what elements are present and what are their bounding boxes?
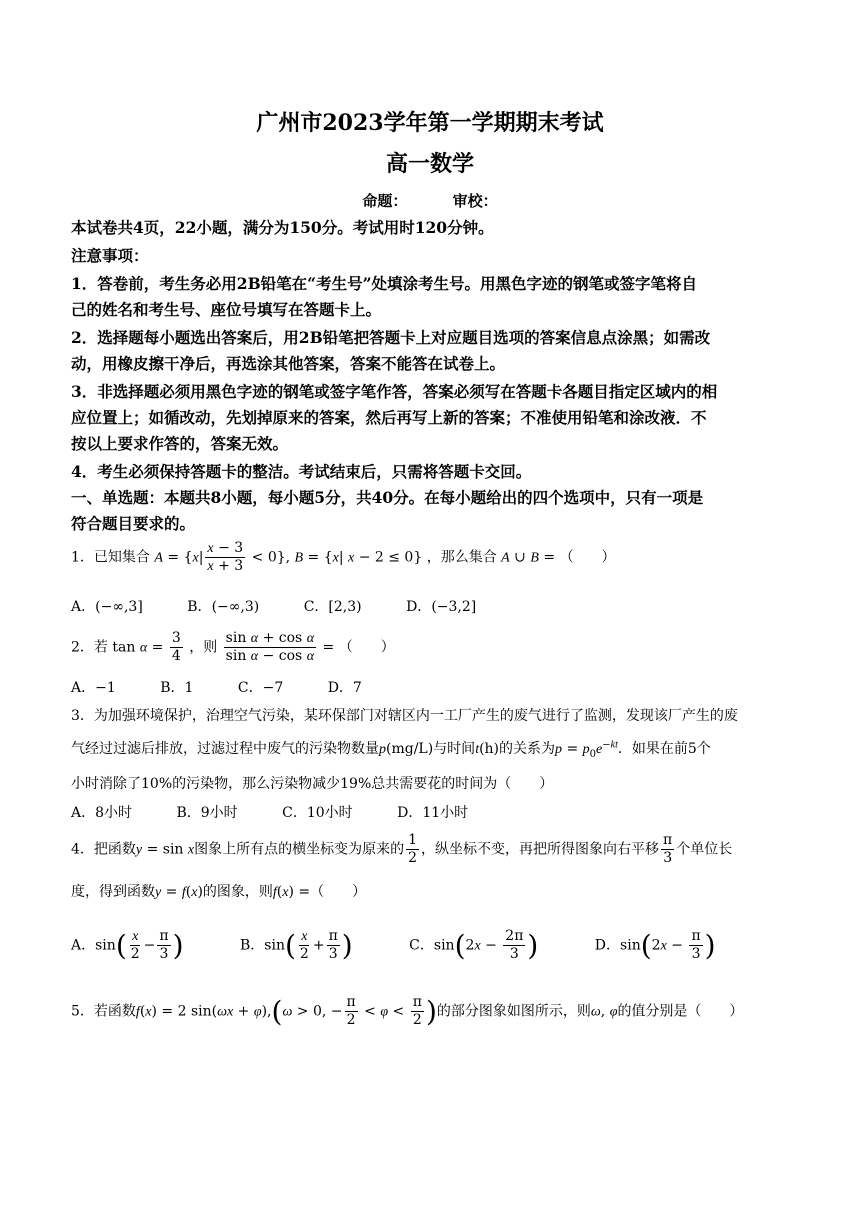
option-a: A．8小时 [71, 805, 133, 821]
question-4-line-2: 度，得到函数y = f(x)的图象，则f(x) =（ ） [71, 884, 367, 900]
option-d: D．(−3,2] [406, 599, 477, 615]
note-3c: 按以上要求作答的，答案无效。 [71, 434, 289, 453]
question-1-options [71, 596, 516, 616]
question-3-line-3: 小时消除了10%的污染物，那么污染物减少19%总共需要花的时间为（ ） [71, 776, 554, 792]
option-d: D．11小时 [397, 805, 469, 821]
reviewer-label: 审校： [452, 192, 498, 210]
option-a: A．(−∞,3] [71, 599, 143, 615]
question-2: 2．若 tan α = $\frac{3}{4}$ ，则 $\frac{\text{sin α + cos α}}{\text{sin α − cos α}}$ = （ ） [71, 630, 395, 664]
option-b: B．9小时 [176, 805, 238, 821]
option-c: C．sin(2x − $\frac{2\pi}{3}$ ) [409, 928, 539, 962]
question-3-options [71, 802, 508, 822]
option-a: A．sin( $\frac{x}{2}$ − $\frac{\pi}{3}$ ) [71, 928, 184, 962]
notes-title: 注意事项： [71, 246, 149, 265]
credits-line [0, 190, 860, 211]
question-3-line-1: 3．为加强环境保护，治理空气污染，某环保部门对辖区内一工厂产生的废气进行了监测，发现该厂产生的废 [71, 708, 738, 724]
question-3-line-2: 气经过过滤后排放，过滤过程中废气的污染物数量p(mg/L)与时间t(h)的关系为$p = p_0e^{-kt}$．如果在前5个 [71, 739, 711, 760]
section-1-heading: 一、单选题：本题共8小题，每小题5分，共40分。在每小题给出的四个选项中，只有一项是 [71, 488, 704, 507]
option-c: C．[2,3) [303, 599, 362, 615]
note-3b: 应位置上；如循改动，先划掉原来的答案，然后再写上新的答案；不准使用铅笔和涂改液．不 [71, 408, 707, 427]
note-2b: 动，用橡皮擦干净后，再选涂其他答案，答案不能答在试卷上。 [71, 354, 506, 373]
question-2-options [71, 677, 402, 697]
note-3a: 3．非选择题必须用黑色字迹的钢笔或签字笔作答，答案必须写在答题卡各题目指定区域内的相 [71, 382, 718, 401]
note-2a: 2．选择题每小题选出答案后，用2B铅笔把答题卡上对应题目选项的答案信息点涂黑；如需改 [71, 328, 711, 347]
set-a-formula: A [154, 550, 163, 566]
note-1a: 1．答卷前，考生务必用2B铅笔在“考生号”处填涂考生号。用黑色字迹的钢笔或签字笔将自 [71, 274, 698, 293]
option-b: B．sin( $\frac{x}{2}$ + $\frac{\pi}{3}$ ) [240, 928, 353, 962]
note-4: 4．考生必须保持答题卡的整洁。考试结束后，只需将答题卡交回。 [71, 462, 532, 481]
author-label: 命题： [362, 192, 408, 210]
option-b: B．1 [160, 680, 194, 696]
exam-subject: 高一数学 [385, 151, 474, 177]
option-d: D．sin(2x − $\frac{\pi}{3}$ ) [594, 928, 716, 962]
option-c: C．10小时 [282, 805, 353, 821]
section-1-heading-cont: 符合题目要求的。 [71, 514, 196, 533]
note-1b: 己的姓名和考生号、座位号填写在答题卡上。 [71, 300, 382, 319]
option-a: A．−1 [71, 680, 116, 696]
option-d: D．7 [327, 680, 362, 696]
question-4-line-1: 4．把函数y = sin x图象上所有点的横坐标变为原来的 $\frac{1}{2}$ ，纵坐标不变，再把所得图象向右平移 $\frac{\pi}{3}$ 个单位长 [71, 832, 733, 866]
option-b: B．(−∞,3) [187, 599, 260, 615]
exam-title: 广州市2023学年第一学期期末考试 [256, 110, 604, 136]
question-5: 5．若函数f(x) = 2 sin(ωx + φ),(ω > 0, − $\frac{\pi}{2}$ < φ < $\frac{\pi}{2}$ )的部分图象如图所示，则ω, φ的值分别是（ ） [71, 994, 744, 1028]
question-4-options [71, 928, 756, 963]
question-1: 1．已知集合 A = {x| $\frac{x - 3}{x + 3}$ < 0}, B = {x| x − 2 ≤ 0} ，那么集合 A ∪ B = （ ） [71, 540, 616, 574]
intro-line: 本试卷共4页，22小题，满分为150分。考试用时120分钟。 [71, 218, 494, 237]
option-c: C．−7 [237, 680, 284, 696]
